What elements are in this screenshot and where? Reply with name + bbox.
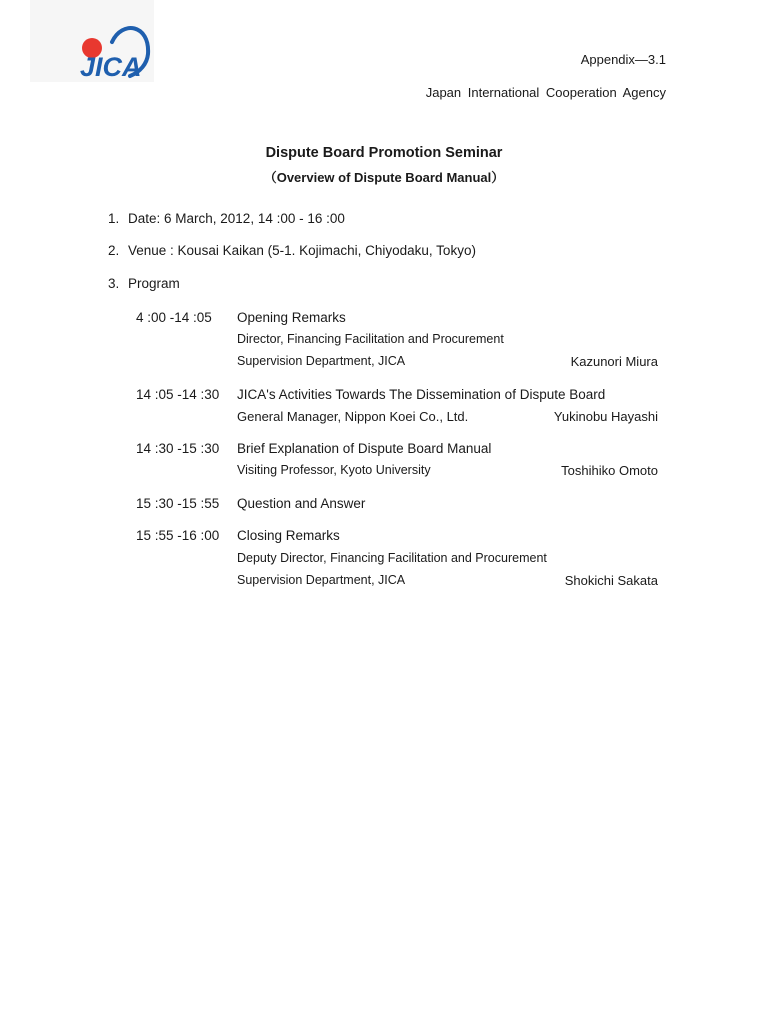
program-role: Deputy Director, Financing Facilitation and Procurement — [237, 551, 547, 565]
program-speaker: Toshihiko Omoto — [561, 463, 658, 478]
program-time: 14 :05 -14 :30 — [136, 387, 220, 402]
program-time: 15 :55 -16 :00 — [136, 528, 220, 543]
program-role: Visiting Professor, Kyoto University — [237, 463, 431, 477]
item-number: 3. — [108, 276, 120, 291]
document-title: Dispute Board Promotion Seminar — [265, 145, 503, 161]
program-role: Supervision Department, JICA — [237, 354, 406, 368]
item-venue — [108, 243, 476, 258]
program-time: 14 :30 -15 :30 — [136, 441, 220, 456]
item-text: Program — [128, 276, 180, 291]
program-role: Director, Financing Facilitation and Procurement — [237, 332, 504, 346]
program-time: 4 :00 -14 :05 — [136, 310, 212, 325]
program-title: Brief Explanation of Dispute Board Manual — [237, 441, 492, 456]
jica-logo — [30, 0, 154, 82]
program-role: General Manager, Nippon Koei Co., Ltd. — [237, 409, 469, 424]
program-speaker: Shokichi Sakata — [564, 573, 658, 588]
item-text: Venue : Kousai Kaikan (5-1. Kojimachi, Chiyodaku, Tokyo) — [128, 243, 476, 258]
program-role: Supervision Department, JICA — [237, 573, 406, 587]
program-time: 15 :30 -15 :55 — [136, 496, 220, 511]
item-number: 1. — [108, 211, 120, 226]
program-speaker: Kazunori Miura — [570, 354, 658, 369]
item-date — [108, 211, 345, 226]
jica-logo-icon — [30, 0, 154, 82]
item-text: Date: 6 March, 2012, 14 :00 - 16 :00 — [128, 211, 345, 226]
item-program — [108, 276, 180, 291]
item-number: 2. — [108, 243, 120, 258]
program-title: JICA's Activities Towards The Dissemination of Dispute Board — [237, 387, 606, 402]
program-title: Question and Answer — [237, 496, 366, 511]
program-title: Closing Remarks — [237, 528, 340, 543]
program-title: Opening Remarks — [237, 310, 346, 325]
logo-lettering: JICA — [80, 52, 142, 82]
appendix-label: Appendix—3.1 — [580, 52, 666, 67]
program-speaker: Yukinobu Hayashi — [553, 409, 658, 424]
agency-name: Japan International Cooperation Agency — [425, 85, 666, 100]
document-subtitle: （Overview of Dispute Board Manual） — [263, 170, 505, 185]
